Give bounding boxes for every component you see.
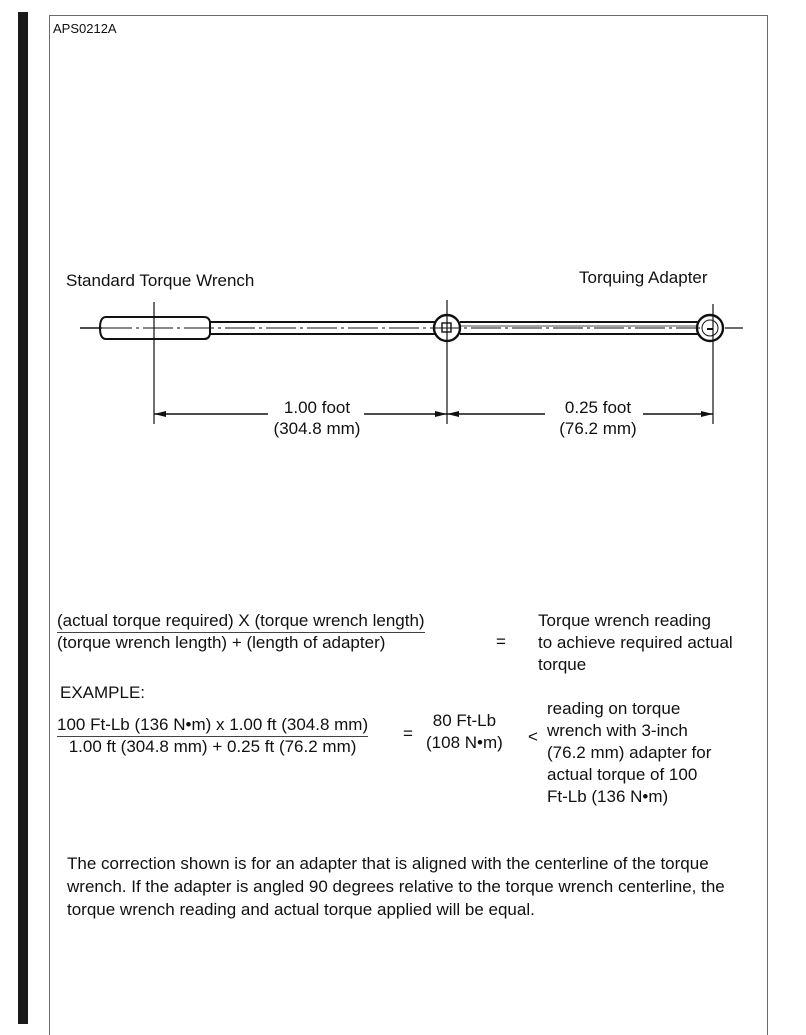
torque-wrench-diagram	[0, 0, 806, 460]
note-line: actual torque of 100	[547, 765, 698, 784]
wrench-length-mm: (304.8 mm)	[273, 419, 361, 438]
adapter-length-mm: (76.2 mm)	[559, 419, 637, 438]
example-denominator: 1.00 ft (304.8 mm) + 0.25 ft (76.2 mm)	[68, 737, 357, 756]
formula-denominator: (torque wrench length) + (length of adapter)	[57, 633, 386, 652]
wrench-label: Standard Torque Wrench	[66, 271, 255, 290]
note-line: Ft-Lb (136 N•m)	[547, 787, 669, 806]
example-note	[547, 698, 711, 808]
general-formula	[57, 611, 425, 653]
formula-result	[538, 610, 733, 676]
result-line: Torque wrench reading	[538, 611, 711, 630]
result-line: torque	[538, 655, 587, 674]
example-result-nm: (108 N•m)	[426, 733, 503, 752]
wrench-length-ft: 1.00 foot	[283, 398, 351, 417]
formula-equals: =	[496, 632, 506, 651]
example-equals: =	[403, 724, 413, 743]
note-line: (76.2 mm) adapter for	[547, 743, 712, 762]
figure-id: APS0212A	[53, 21, 117, 36]
less-than-sign: <	[528, 727, 538, 746]
note-line: reading on torque	[547, 699, 681, 718]
note-line: wrench with 3-inch	[547, 721, 688, 740]
example-heading: EXAMPLE:	[60, 683, 146, 702]
adapter-length-dimension	[553, 397, 643, 439]
adapter-label: Torquing Adapter	[579, 268, 708, 287]
adapter-length-ft: 0.25 foot	[564, 398, 632, 417]
correction-note: The correction shown is for an adapter that is aligned with the centerline of the torque wrench. If the adapter is angled 90 degrees relative to the torque wrench centerline, the torque wrench reading and actual torque applied will be equal.	[67, 854, 725, 919]
result-line: to achieve required actual	[538, 633, 733, 652]
example-result	[426, 710, 503, 754]
wrench-length-dimension	[270, 397, 364, 439]
example-formula	[57, 715, 368, 757]
formula-numerator: (actual torque required) X (torque wrench length)	[57, 611, 425, 633]
example-result-ftlb: 80 Ft-Lb	[432, 711, 497, 730]
example-numerator: 100 Ft-Lb (136 N•m) x 1.00 ft (304.8 mm)	[57, 715, 368, 737]
